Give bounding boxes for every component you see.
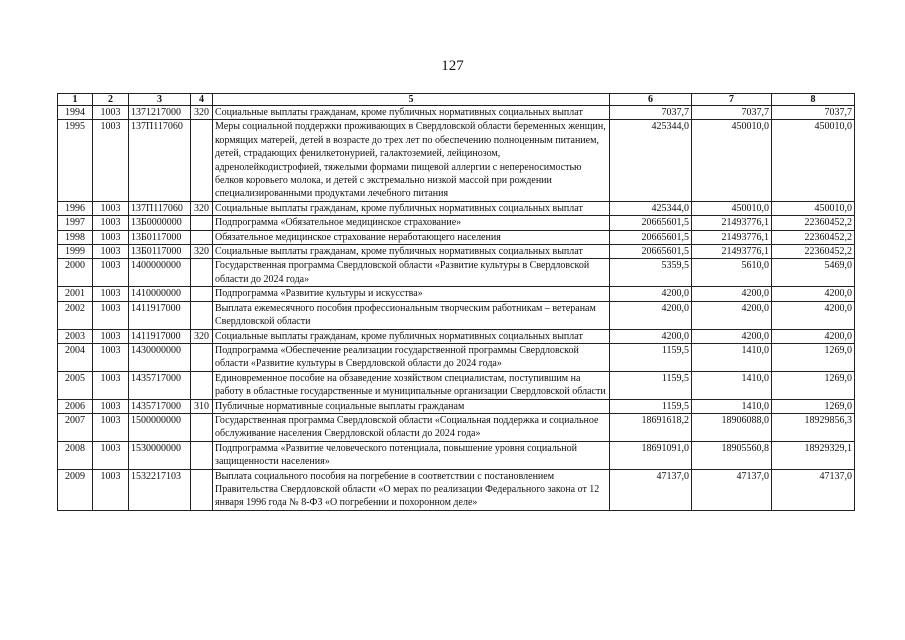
section-code-cell: 1003 [93, 201, 129, 215]
expense-type-cell [191, 441, 213, 469]
amount-2023-cell: 18906088,0 [692, 413, 772, 441]
section-code-cell: 1003 [93, 441, 129, 469]
amount-2023-cell: 1410,0 [692, 399, 772, 413]
expense-type-cell [191, 371, 213, 399]
section-code-cell: 1003 [93, 343, 129, 371]
item-name-cell: Государственная программа Свердловской области «Социальная поддержка и социальное обслуживание населения Свердловской области до 2024 года» [213, 413, 610, 441]
amount-2024-cell: 47137,0 [772, 469, 855, 510]
expense-type-cell [191, 343, 213, 371]
section-code-cell: 1003 [93, 329, 129, 343]
row-number-cell: 2006 [58, 399, 93, 413]
expense-type-cell: 310 [191, 399, 213, 413]
table-row [58, 413, 855, 441]
amount-2023-cell: 5610,0 [692, 259, 772, 287]
target-article-cell: 13Б0117000 [129, 245, 191, 259]
table-row [58, 329, 855, 343]
item-name-cell: Публичные нормативные социальные выплаты гражданам [213, 399, 610, 413]
row-number-cell: 1997 [58, 216, 93, 230]
table-row [58, 469, 855, 510]
item-name-cell: Подпрограмма «Обеспечение реализации государственной программы Свердловской области «Развитие культуры в Свердловской области до 2024 года» [213, 343, 610, 371]
page-number: 127 [441, 58, 464, 74]
row-number-cell: 2008 [58, 441, 93, 469]
amount-2022-cell: 47137,0 [610, 469, 692, 510]
amount-2024-cell: 4200,0 [772, 301, 855, 329]
target-article-cell: 1411917000 [129, 301, 191, 329]
amount-2024-cell: 22360452,2 [772, 245, 855, 259]
item-name-cell: Социальные выплаты гражданам, кроме публичных нормативных социальных выплат [213, 245, 610, 259]
amount-2022-cell: 20665601,5 [610, 216, 692, 230]
table-row [58, 343, 855, 371]
section-code-cell: 1003 [93, 287, 129, 301]
row-number-cell: 2004 [58, 343, 93, 371]
section-code-cell: 1003 [93, 259, 129, 287]
item-name-cell: Подпрограмма «Обязательное медицинское страхование» [213, 216, 610, 230]
header-cell: 2 [93, 94, 129, 106]
amount-2024-cell: 4200,0 [772, 329, 855, 343]
header-cell: 4 [191, 94, 213, 106]
expense-type-cell [191, 287, 213, 301]
row-number-cell: 2002 [58, 301, 93, 329]
target-article-cell: 13Б0000000 [129, 216, 191, 230]
budget-table [57, 93, 855, 511]
amount-2024-cell: 4200,0 [772, 287, 855, 301]
item-name-cell: Выплата ежемесячного пособия профессиональным творческим работникам – ветеранам Свердловской области [213, 301, 610, 329]
item-name-cell: Обязательное медицинское страхование неработающего населения [213, 230, 610, 244]
item-name-cell: Меры социальной поддержки проживающих в Свердловской области беременных женщин, кормящих матерей, детей в возрасте до трех лет по обеспечению полноценным питанием, детей, страдающих фенилкетонурией, галактоземией, лейцинозом, адренолейкодистрофией, тяжелыми формами пищевой аллергии с непереносимостью белков коровьего молока, и детей с экстремально низкой массой при рождении специализированными продуктами лечебного питания [213, 120, 610, 201]
item-name-cell: Выплата социального пособия на погребение в соответствии с постановлением Правительства Свердловской области «О мерах по реализации Федерального закона от 12 января 1996 года № 8-ФЗ «О погребении и похоронном деле» [213, 469, 610, 510]
amount-2023-cell: 4200,0 [692, 329, 772, 343]
table-row [58, 441, 855, 469]
amount-2022-cell: 4200,0 [610, 329, 692, 343]
amount-2022-cell: 4200,0 [610, 287, 692, 301]
expense-type-cell [191, 469, 213, 510]
amount-2024-cell: 5469,0 [772, 259, 855, 287]
table-row [58, 245, 855, 259]
table-row [58, 259, 855, 287]
target-article-cell: 1430000000 [129, 343, 191, 371]
target-article-cell: 13Б0117000 [129, 230, 191, 244]
amount-2024-cell: 1269,0 [772, 343, 855, 371]
section-code-cell: 1003 [93, 413, 129, 441]
item-name-cell: Социальные выплаты гражданам, кроме публичных нормативных социальных выплат [213, 201, 610, 215]
amount-2024-cell: 1269,0 [772, 371, 855, 399]
expense-type-cell: 320 [191, 329, 213, 343]
amount-2022-cell: 1159,5 [610, 343, 692, 371]
amount-2023-cell: 21493776,1 [692, 216, 772, 230]
amount-2024-cell: 18929856,3 [772, 413, 855, 441]
amount-2022-cell: 4200,0 [610, 301, 692, 329]
table-row [58, 371, 855, 399]
amount-2023-cell: 18905560,8 [692, 441, 772, 469]
expense-type-cell [191, 230, 213, 244]
table-row [58, 216, 855, 230]
item-name-cell: Государственная программа Свердловской области «Развитие культуры в Свердловской области до 2024 года» [213, 259, 610, 287]
amount-2023-cell: 450010,0 [692, 120, 772, 201]
header-cell: 8 [772, 94, 855, 106]
section-code-cell: 1003 [93, 399, 129, 413]
amount-2024-cell: 7037,7 [772, 106, 855, 120]
target-article-cell: 1400000000 [129, 259, 191, 287]
row-number-cell: 2000 [58, 259, 93, 287]
amount-2024-cell: 450010,0 [772, 120, 855, 201]
table-row [58, 301, 855, 329]
header-cell: 7 [692, 94, 772, 106]
section-code-cell: 1003 [93, 120, 129, 201]
target-article-cell: 1411917000 [129, 329, 191, 343]
target-article-cell: 137П117060 [129, 201, 191, 215]
amount-2022-cell: 20665601,5 [610, 245, 692, 259]
row-number-cell: 2005 [58, 371, 93, 399]
section-code-cell: 1003 [93, 245, 129, 259]
table-row [58, 201, 855, 215]
amount-2022-cell: 1159,5 [610, 371, 692, 399]
amount-2023-cell: 1410,0 [692, 343, 772, 371]
target-article-cell: 1410000000 [129, 287, 191, 301]
amount-2023-cell: 21493776,1 [692, 245, 772, 259]
table-row [58, 399, 855, 413]
item-name-cell: Социальные выплаты гражданам, кроме публичных нормативных социальных выплат [213, 106, 610, 120]
amount-2023-cell: 450010,0 [692, 201, 772, 215]
amount-2024-cell: 18929329,1 [772, 441, 855, 469]
header-cell: 1 [58, 94, 93, 106]
target-article-cell: 137П117060 [129, 120, 191, 201]
section-code-cell: 1003 [93, 216, 129, 230]
section-code-cell: 1003 [93, 371, 129, 399]
expense-type-cell [191, 216, 213, 230]
row-number-cell: 1996 [58, 201, 93, 215]
row-number-cell: 2003 [58, 329, 93, 343]
amount-2023-cell: 47137,0 [692, 469, 772, 510]
amount-2024-cell: 22360452,2 [772, 230, 855, 244]
row-number-cell: 1999 [58, 245, 93, 259]
amount-2022-cell: 18691091,0 [610, 441, 692, 469]
section-code-cell: 1003 [93, 106, 129, 120]
row-number-cell: 2001 [58, 287, 93, 301]
amount-2024-cell: 450010,0 [772, 201, 855, 215]
expense-type-cell: 320 [191, 106, 213, 120]
amount-2023-cell: 4200,0 [692, 287, 772, 301]
expense-type-cell [191, 120, 213, 201]
expense-type-cell [191, 301, 213, 329]
amount-2022-cell: 1159,5 [610, 399, 692, 413]
table-row [58, 230, 855, 244]
target-article-cell: 1371217000 [129, 106, 191, 120]
amount-2023-cell: 1410,0 [692, 371, 772, 399]
section-code-cell: 1003 [93, 301, 129, 329]
target-article-cell: 1500000000 [129, 413, 191, 441]
row-number-cell: 2007 [58, 413, 93, 441]
amount-2024-cell: 1269,0 [772, 399, 855, 413]
target-article-cell: 1435717000 [129, 371, 191, 399]
amount-2023-cell: 7037,7 [692, 106, 772, 120]
section-code-cell: 1003 [93, 469, 129, 510]
target-article-cell: 1530000000 [129, 441, 191, 469]
table-row [58, 287, 855, 301]
amount-2022-cell: 425344,0 [610, 120, 692, 201]
expense-type-cell [191, 413, 213, 441]
amount-2022-cell: 7037,7 [610, 106, 692, 120]
amount-2022-cell: 425344,0 [610, 201, 692, 215]
row-number-cell: 2009 [58, 469, 93, 510]
target-article-cell: 1532217103 [129, 469, 191, 510]
header-cell: 3 [129, 94, 191, 106]
item-name-cell: Подпрограмма «Развитие человеческого потенциала, повышение уровня социальной защищенности населения» [213, 441, 610, 469]
target-article-cell: 1435717000 [129, 399, 191, 413]
expense-type-cell: 320 [191, 245, 213, 259]
amount-2023-cell: 4200,0 [692, 301, 772, 329]
table-row [58, 120, 855, 201]
amount-2022-cell: 5359,5 [610, 259, 692, 287]
amount-2022-cell: 20665601,5 [610, 230, 692, 244]
row-number-cell: 1995 [58, 120, 93, 201]
row-number-cell: 1994 [58, 106, 93, 120]
amount-2023-cell: 21493776,1 [692, 230, 772, 244]
item-name-cell: Социальные выплаты гражданам, кроме публичных нормативных социальных выплат [213, 329, 610, 343]
item-name-cell: Единовременное пособие на обзаведение хозяйством специалистам, поступившим на работу в областные государственные и муниципальные организации Свердловской области [213, 371, 610, 399]
expense-type-cell [191, 259, 213, 287]
item-name-cell: Подпрограмма «Развитие культуры и искусства» [213, 287, 610, 301]
section-code-cell: 1003 [93, 230, 129, 244]
amount-2022-cell: 18691618,2 [610, 413, 692, 441]
header-cell: 5 [213, 94, 610, 106]
amount-2024-cell: 22360452,2 [772, 216, 855, 230]
header-row [58, 94, 855, 106]
header-cell: 6 [610, 94, 692, 106]
expense-type-cell: 320 [191, 201, 213, 215]
table-row [58, 106, 855, 120]
row-number-cell: 1998 [58, 230, 93, 244]
